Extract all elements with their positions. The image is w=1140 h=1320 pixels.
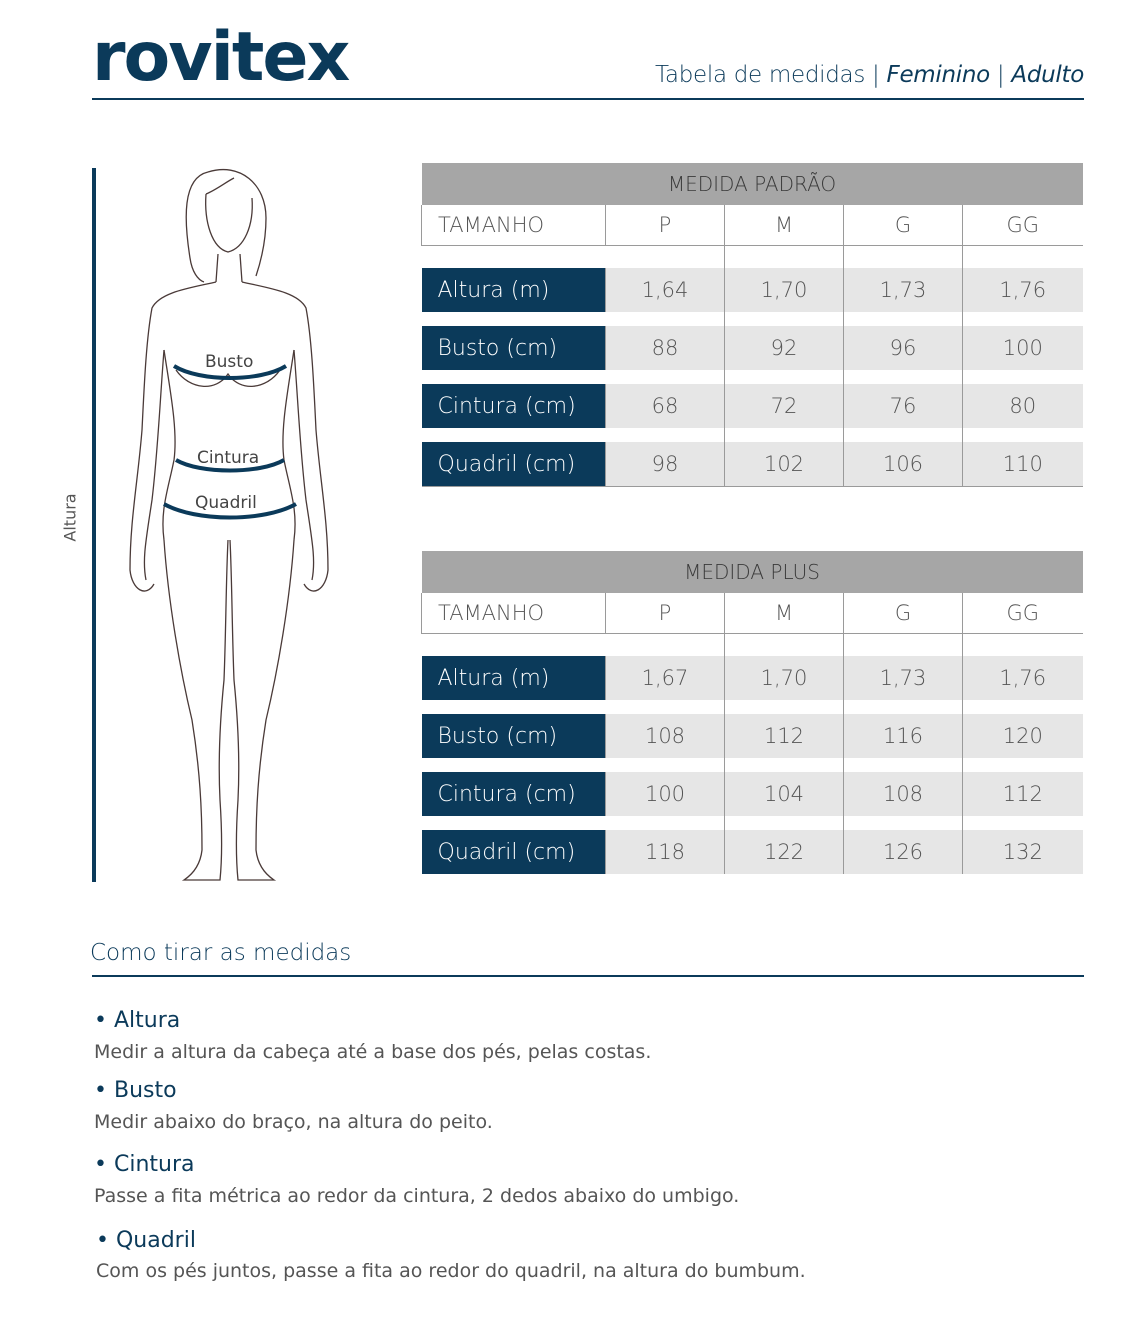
table-row	[422, 656, 1083, 700]
height-label: Altura	[60, 493, 80, 542]
instruction-waist-title: • Cintura	[94, 1152, 195, 1177]
size-g: G	[844, 593, 963, 634]
cell: 126	[844, 830, 963, 874]
cell: 102	[725, 442, 844, 487]
row-label: Quadril (cm)	[422, 442, 606, 487]
title-category: Adulto	[1011, 62, 1084, 88]
cell: 1,76	[963, 268, 1083, 312]
size-m: M	[725, 593, 844, 634]
cell: 1,73	[844, 268, 963, 312]
title-prefix: Tabela de medidas |	[654, 62, 887, 88]
cell: 118	[606, 830, 725, 874]
logo-text: rovitex	[92, 18, 349, 97]
cell: 132	[963, 830, 1083, 874]
cell: 108	[606, 714, 725, 758]
cell: 80	[963, 384, 1083, 428]
table-title: MEDIDA PLUS	[422, 551, 1083, 593]
table-row	[422, 268, 1083, 312]
cell: 1,64	[606, 268, 725, 312]
cell: 100	[963, 326, 1083, 370]
row-label: Cintura (cm)	[422, 384, 606, 428]
size-gg: GG	[963, 593, 1083, 634]
table-row	[422, 442, 1083, 487]
cell: 92	[725, 326, 844, 370]
cell: 116	[844, 714, 963, 758]
row-label: Busto (cm)	[422, 714, 606, 758]
cell: 76	[844, 384, 963, 428]
instruction-bust-text: Medir abaixo do braço, na altura do peito.	[94, 1111, 493, 1133]
cell: 120	[963, 714, 1083, 758]
cell: 68	[606, 384, 725, 428]
standard-size-table	[421, 163, 1083, 487]
size-p: P	[606, 205, 725, 246]
title-gender: Feminino	[886, 62, 990, 88]
hip-label: Quadril	[195, 493, 257, 513]
cell: 1,73	[844, 656, 963, 700]
cell: 106	[844, 442, 963, 487]
row-label: Busto (cm)	[422, 326, 606, 370]
table-row	[422, 772, 1083, 816]
size-header: TAMANHO	[422, 593, 606, 634]
row-label: Cintura (cm)	[422, 772, 606, 816]
row-label: Altura (m)	[422, 656, 606, 700]
cell: 98	[606, 442, 725, 487]
table-row	[422, 384, 1083, 428]
page-title	[655, 62, 1084, 88]
cell: 72	[725, 384, 844, 428]
plus-size-table	[421, 551, 1083, 874]
table-row	[422, 326, 1083, 370]
cell: 110	[963, 442, 1083, 487]
cell: 122	[725, 830, 844, 874]
instruction-waist-text: Passe a fita métrica ao redor da cintura, 2 dedos abaixo do umbigo.	[94, 1185, 740, 1207]
table-title: MEDIDA PADRÃO	[422, 163, 1083, 205]
cell: 96	[844, 326, 963, 370]
cell: 88	[606, 326, 725, 370]
cell: 1,70	[725, 268, 844, 312]
size-m: M	[725, 205, 844, 246]
instructions-divider	[92, 975, 1084, 977]
row-label: Quadril (cm)	[422, 830, 606, 874]
header-divider	[92, 98, 1084, 100]
size-p: P	[606, 593, 725, 634]
cell: 104	[725, 772, 844, 816]
cell: 100	[606, 772, 725, 816]
title-separator: |	[989, 62, 1012, 88]
size-g: G	[844, 205, 963, 246]
height-bar	[92, 168, 96, 882]
cell: 108	[844, 772, 963, 816]
row-label: Altura (m)	[422, 268, 606, 312]
bust-label: Busto	[205, 352, 254, 372]
cell: 1,67	[606, 656, 725, 700]
instruction-height-title: • Altura	[94, 1008, 181, 1033]
cell: 1,76	[963, 656, 1083, 700]
size-header: TAMANHO	[422, 205, 606, 246]
waist-label: Cintura	[197, 448, 260, 468]
instruction-bust-title: • Busto	[94, 1078, 177, 1103]
body-figure-illustration	[120, 160, 340, 890]
instruction-height-text: Medir a altura da cabeça até a base dos pés, pelas costas.	[94, 1041, 652, 1063]
cell: 1,70	[725, 656, 844, 700]
table-row	[422, 714, 1083, 758]
rovitex-logo	[92, 18, 349, 97]
cell: 112	[725, 714, 844, 758]
table-row	[422, 830, 1083, 874]
size-gg: GG	[963, 205, 1083, 246]
instruction-hip-text: Com os pés juntos, passe a fita ao redor do quadril, na altura do bumbum.	[96, 1260, 806, 1282]
cell: 112	[963, 772, 1083, 816]
instruction-hip-title: • Quadril	[96, 1228, 196, 1253]
instructions-title: Como tirar as medidas	[90, 940, 352, 966]
